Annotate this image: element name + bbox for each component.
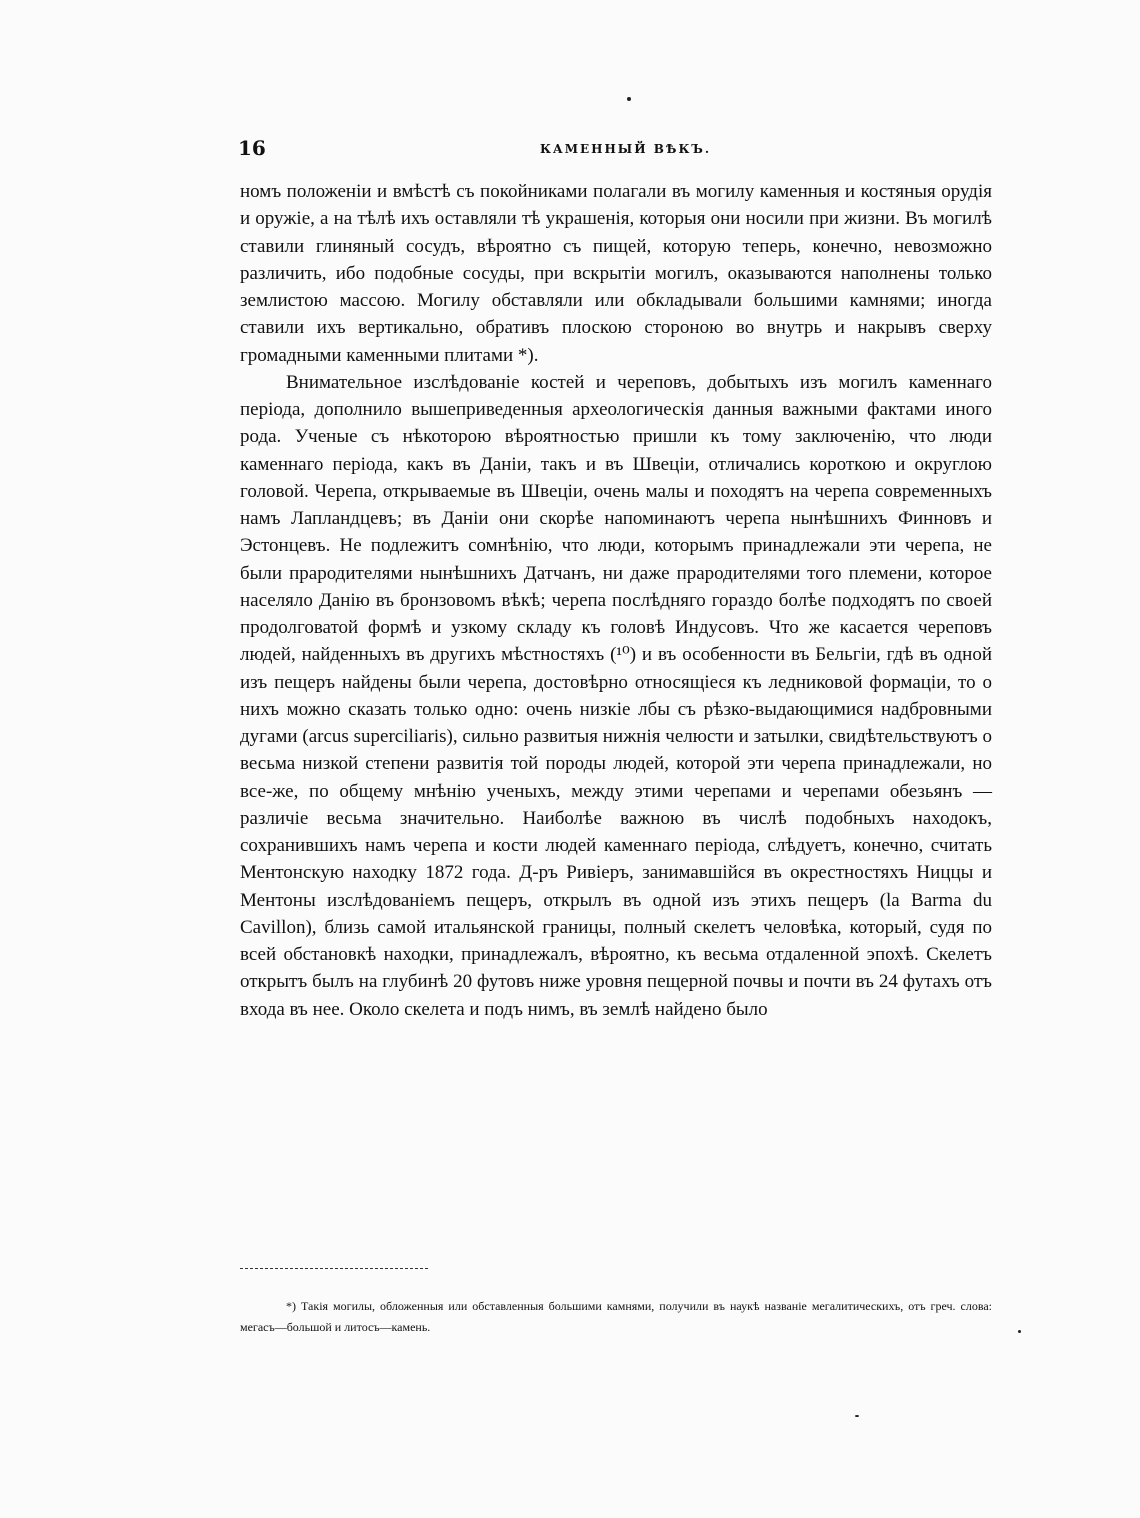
scan-speck (627, 97, 631, 101)
footnote-separator (240, 1268, 428, 1269)
running-title: КАМЕННЫЙ ВѢКЪ. (540, 142, 712, 156)
paragraph-skull-research: Внимательное изслѣдованіе костей и череповъ, добытыхъ изъ могилъ каменнаго періода, дополнило вышеприведенныя археологическія данныя важными фактами иного рода. Ученые съ нѣкоторою вѣроятностью пришли къ тому заключенію, что люди каменнаго періода, какъ въ Даніи, такъ и въ Швеціи, отличались короткою и округлою головой. Черепа, открываемые въ Швеціи, очень малы и походятъ на черепа современныхъ намъ Лапландцевъ; въ Даніи они скорѣе напоминаютъ черепа нынѣшнихъ Финновъ и Эстонцевъ. Не подлежитъ сомнѣнію, что люди, которымъ принадлежали эти черепа, не были прародителями нынѣшнихъ Датчанъ, ни даже прародителями того племени, которое населяло Данію въ бронзовомъ вѣкѣ; черепа послѣдняго гораздо болѣе подходятъ по своей продолговатой формѣ и узкому складу къ головѣ Индусовъ. Что же касается череповъ людей, найденныхъ въ другихъ мѣстностяхъ (¹⁰) и въ особенности въ Бельгіи, гдѣ въ одной изъ пещеръ найдены были черепа, достовѣрно относящіеся къ ледниковой формаціи, то о нихъ можно сказать только одно: очень низкіе лбы съ рѣзко-выдающимися надбровными дугами (arcus superciliaris), сильно развитыя нижнія челюсти и затылки, свидѣтельствуютъ о весьма низкой степени развитія той породы людей, которой эти черепа принадлежали, но все-же, по общему мнѣнію ученыхъ, между этими черепами и черепами обезьянъ — различіе весьма значительно. Наиболѣе важною въ числѣ подобныхъ находокъ, сохранившихъ намъ черепа и кости людей каменнаго періода, слѣдуетъ, конечно, считать Ментонскую находку 1872 года. Д-ръ Ривіеръ, занимавшійся въ окрестностяхъ Ниццы и Ментоны изслѣдованіемъ пещеръ, открылъ въ одной изъ этихъ пещеръ (la Barma du Cavillon), близь самой итальянской границы, полный скелетъ человѣка, который, судя по всей обстановкѣ находки, принадлежалъ, вѣроятно, къ весьма отдаленной эпохѣ. Скелетъ открытъ былъ на глубинѣ 20 футовъ ниже уровня пещерной почвы и почти въ 24 футахъ отъ входа въ нее. Около скелета и подъ нимъ, въ землѣ найдено было (240, 371, 992, 1020)
page-header (238, 136, 994, 166)
body-text (240, 178, 992, 1023)
paragraph-continuation: номъ положеніи и вмѣстѣ съ покойниками полагали въ могилу каменныя и костяныя орудія и оружіе, а на тѣлѣ ихъ оставляли тѣ украшенія, которыя они носили при жизни. Въ могилѣ ставили глиняный сосудъ, вѣроятно съ пищей, которую теперь, конечно, невозможно различить, ибо подобные сосуды, при вскрытіи могилъ, оказываются наполнены только землистою массою. Могилу обставляли или обкладывали большими камнями; иногда ставили ихъ вертикально, обративъ плоскою стороною во внутрь и накрывъ сверху громадными каменными плитами *). (240, 181, 992, 366)
scan-speck (1018, 1330, 1021, 1333)
page-number: 16 (238, 136, 266, 160)
scan-speck (855, 1415, 859, 1417)
footnote: *) Такія могилы, обложенныя или обставленныя большими камнями, получили въ наукѣ названіе мегалитическихъ, отъ греч. слова: мегасъ—большой и литосъ—камень. (240, 1299, 992, 1334)
